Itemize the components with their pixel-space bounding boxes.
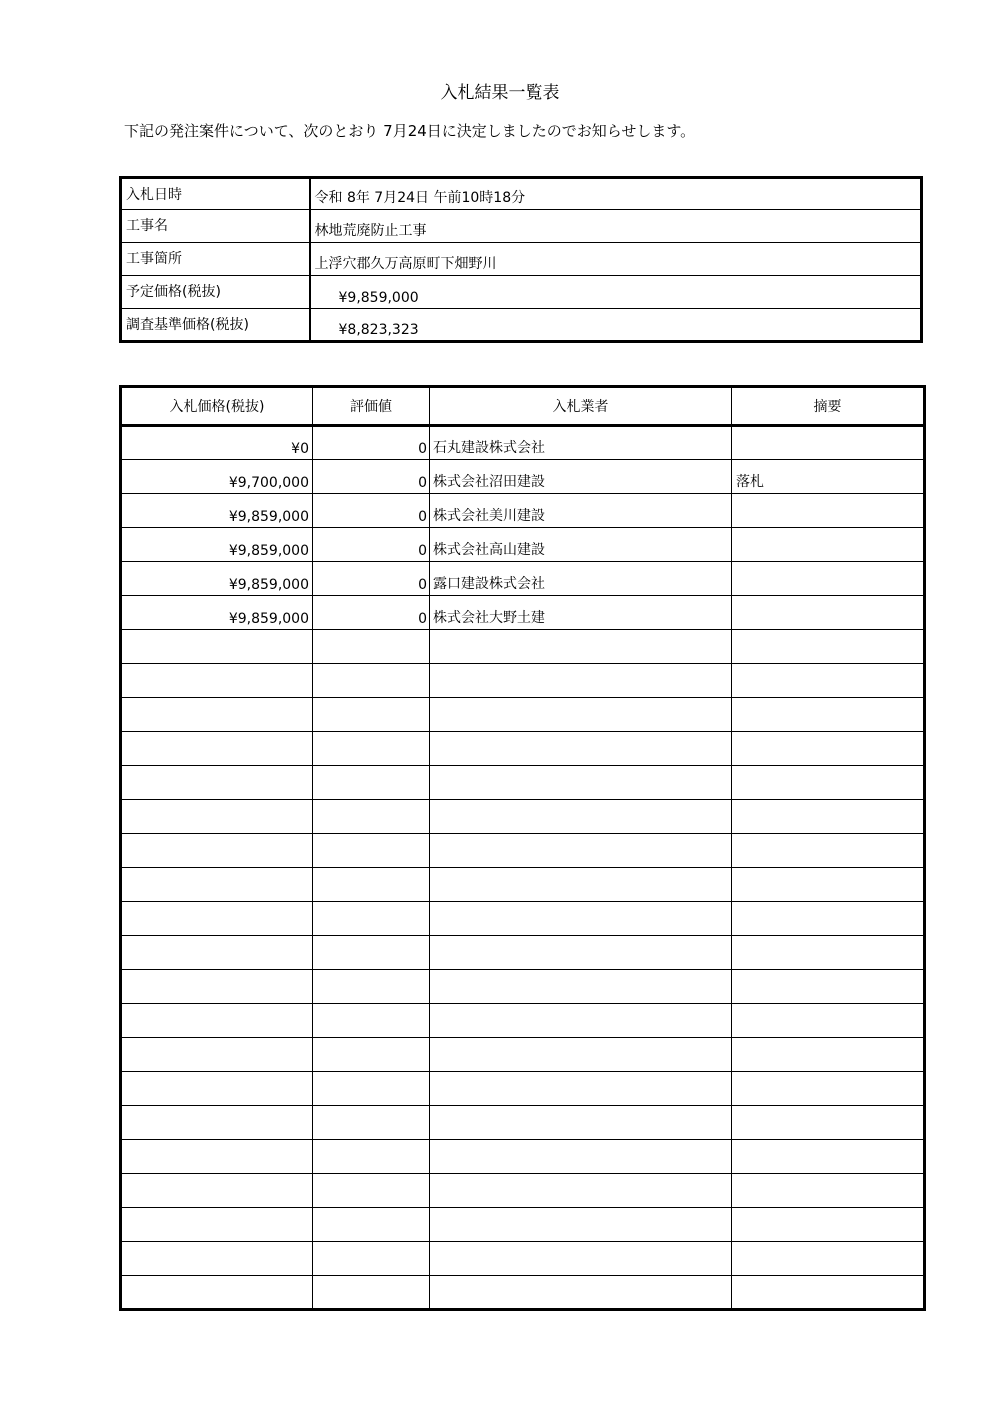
empty-cell (430, 868, 732, 902)
empty-row (121, 936, 925, 970)
empty-cell (732, 800, 925, 834)
empty-cell (430, 970, 732, 1004)
notice-text: 下記の発注案件について、次のとおり 7月24日に決定しましたのでお知らせします。 (124, 122, 696, 140)
empty-cell (313, 970, 430, 1004)
bid-score: 0 (313, 528, 430, 562)
page-title: 入札結果一覧表 (440, 83, 560, 103)
empty-cell (430, 834, 732, 868)
empty-cell (732, 664, 925, 698)
empty-cell (313, 630, 430, 664)
empty-row (121, 868, 925, 902)
empty-cell (732, 1174, 925, 1208)
empty-cell (430, 698, 732, 732)
empty-cell (732, 698, 925, 732)
info-label: 調査基準価格(税抜) (121, 309, 310, 342)
header-price: 入札価格(税抜) (121, 387, 313, 426)
empty-cell (430, 1140, 732, 1174)
bid-bidder: 株式会社美川建設 (430, 494, 732, 528)
empty-cell (121, 1208, 313, 1242)
bid-note (732, 494, 925, 528)
bid-bidder: 株式会社大野土建 (430, 596, 732, 630)
empty-row (121, 1106, 925, 1140)
table-row (121, 528, 925, 562)
info-row-work-location (121, 243, 922, 276)
table-row (121, 460, 925, 494)
table-row (121, 494, 925, 528)
empty-cell (430, 1242, 732, 1276)
empty-cell (121, 1140, 313, 1174)
empty-cell (430, 1174, 732, 1208)
empty-cell (121, 1174, 313, 1208)
empty-cell (732, 1276, 925, 1310)
empty-cell (732, 936, 925, 970)
empty-cell (313, 732, 430, 766)
empty-cell (430, 664, 732, 698)
info-row-work-name (121, 210, 922, 243)
header-bidder: 入札業者 (430, 387, 732, 426)
empty-cell (313, 868, 430, 902)
empty-row (121, 1140, 925, 1174)
info-row-datetime (121, 178, 922, 210)
empty-cell (121, 936, 313, 970)
table-row (121, 426, 925, 460)
bid-score: 0 (313, 426, 430, 460)
empty-cell (430, 630, 732, 664)
bids-header-row (121, 387, 925, 426)
empty-cell (313, 800, 430, 834)
info-value: 林地荒廃防止工事 (310, 210, 922, 243)
bid-note (732, 596, 925, 630)
empty-cell (313, 834, 430, 868)
empty-cell (121, 902, 313, 936)
empty-cell (430, 902, 732, 936)
empty-cell (313, 902, 430, 936)
empty-row (121, 970, 925, 1004)
empty-cell (732, 1242, 925, 1276)
empty-cell (732, 766, 925, 800)
bid-note (732, 426, 925, 460)
header-score: 評価値 (313, 387, 430, 426)
info-label: 入札日時 (121, 178, 310, 210)
empty-cell (732, 630, 925, 664)
empty-cell (430, 1004, 732, 1038)
info-table (119, 176, 923, 343)
empty-cell (732, 970, 925, 1004)
empty-row (121, 732, 925, 766)
empty-cell (121, 1072, 313, 1106)
empty-cell (732, 1106, 925, 1140)
bid-price: ¥9,700,000 (121, 460, 313, 494)
empty-cell (732, 1072, 925, 1106)
empty-cell (121, 732, 313, 766)
info-value: 上浮穴郡久万高原町下畑野川 (310, 243, 922, 276)
empty-row (121, 1174, 925, 1208)
empty-cell (732, 1038, 925, 1072)
table-row (121, 562, 925, 596)
empty-row (121, 698, 925, 732)
empty-cell (313, 1072, 430, 1106)
bid-score: 0 (313, 494, 430, 528)
bids-table (119, 385, 926, 1311)
empty-cell (121, 800, 313, 834)
empty-cell (313, 936, 430, 970)
empty-cell (313, 698, 430, 732)
bid-bidder: 株式会社高山建設 (430, 528, 732, 562)
empty-cell (121, 1038, 313, 1072)
empty-row (121, 1072, 925, 1106)
empty-row (121, 1276, 925, 1310)
empty-cell (121, 1004, 313, 1038)
header-note: 摘要 (732, 387, 925, 426)
info-label: 工事名 (121, 210, 310, 243)
empty-cell (313, 1208, 430, 1242)
empty-cell (430, 732, 732, 766)
empty-cell (121, 1242, 313, 1276)
info-value: 令和 8年 7月24日 午前10時18分 (310, 178, 922, 210)
empty-cell (732, 1208, 925, 1242)
empty-cell (430, 1072, 732, 1106)
empty-cell (121, 868, 313, 902)
empty-cell (121, 630, 313, 664)
info-value: ¥9,859,000 (310, 276, 922, 309)
bid-note (732, 562, 925, 596)
empty-row (121, 800, 925, 834)
bid-bidder: 露口建設株式会社 (430, 562, 732, 596)
empty-cell (121, 766, 313, 800)
empty-row (121, 1208, 925, 1242)
empty-cell (313, 1106, 430, 1140)
empty-row (121, 834, 925, 868)
empty-row (121, 766, 925, 800)
bid-note (732, 528, 925, 562)
empty-cell (313, 766, 430, 800)
empty-cell (430, 1038, 732, 1072)
bid-bidder: 株式会社沼田建設 (430, 460, 732, 494)
info-row-survey-price (121, 309, 922, 342)
empty-cell (121, 970, 313, 1004)
empty-cell (313, 1140, 430, 1174)
bid-score: 0 (313, 562, 430, 596)
empty-cell (121, 834, 313, 868)
bid-price: ¥9,859,000 (121, 596, 313, 630)
empty-cell (732, 902, 925, 936)
empty-cell (732, 1004, 925, 1038)
empty-row (121, 1004, 925, 1038)
bid-price: ¥0 (121, 426, 313, 460)
empty-cell (430, 936, 732, 970)
empty-row (121, 1242, 925, 1276)
empty-cell (430, 800, 732, 834)
empty-cell (121, 1106, 313, 1140)
info-row-planned-price (121, 276, 922, 309)
empty-cell (430, 766, 732, 800)
empty-cell (430, 1106, 732, 1140)
info-value: ¥8,823,323 (310, 309, 922, 342)
empty-cell (313, 1004, 430, 1038)
empty-cell (732, 1140, 925, 1174)
bid-price: ¥9,859,000 (121, 562, 313, 596)
empty-cell (313, 664, 430, 698)
empty-cell (121, 698, 313, 732)
empty-cell (313, 1242, 430, 1276)
empty-cell (430, 1276, 732, 1310)
empty-row (121, 1038, 925, 1072)
empty-cell (121, 1276, 313, 1310)
bid-score: 0 (313, 596, 430, 630)
bid-price: ¥9,859,000 (121, 528, 313, 562)
bid-score: 0 (313, 460, 430, 494)
empty-row (121, 630, 925, 664)
info-label: 予定価格(税抜) (121, 276, 310, 309)
empty-cell (732, 868, 925, 902)
bid-bidder: 石丸建設株式会社 (430, 426, 732, 460)
empty-cell (121, 664, 313, 698)
empty-cell (313, 1276, 430, 1310)
empty-cell (313, 1038, 430, 1072)
empty-row (121, 664, 925, 698)
info-label: 工事箇所 (121, 243, 310, 276)
bid-note: 落札 (732, 460, 925, 494)
empty-cell (430, 1208, 732, 1242)
empty-cell (313, 1174, 430, 1208)
empty-cell (732, 732, 925, 766)
bid-price: ¥9,859,000 (121, 494, 313, 528)
empty-cell (732, 834, 925, 868)
table-row (121, 596, 925, 630)
empty-row (121, 902, 925, 936)
